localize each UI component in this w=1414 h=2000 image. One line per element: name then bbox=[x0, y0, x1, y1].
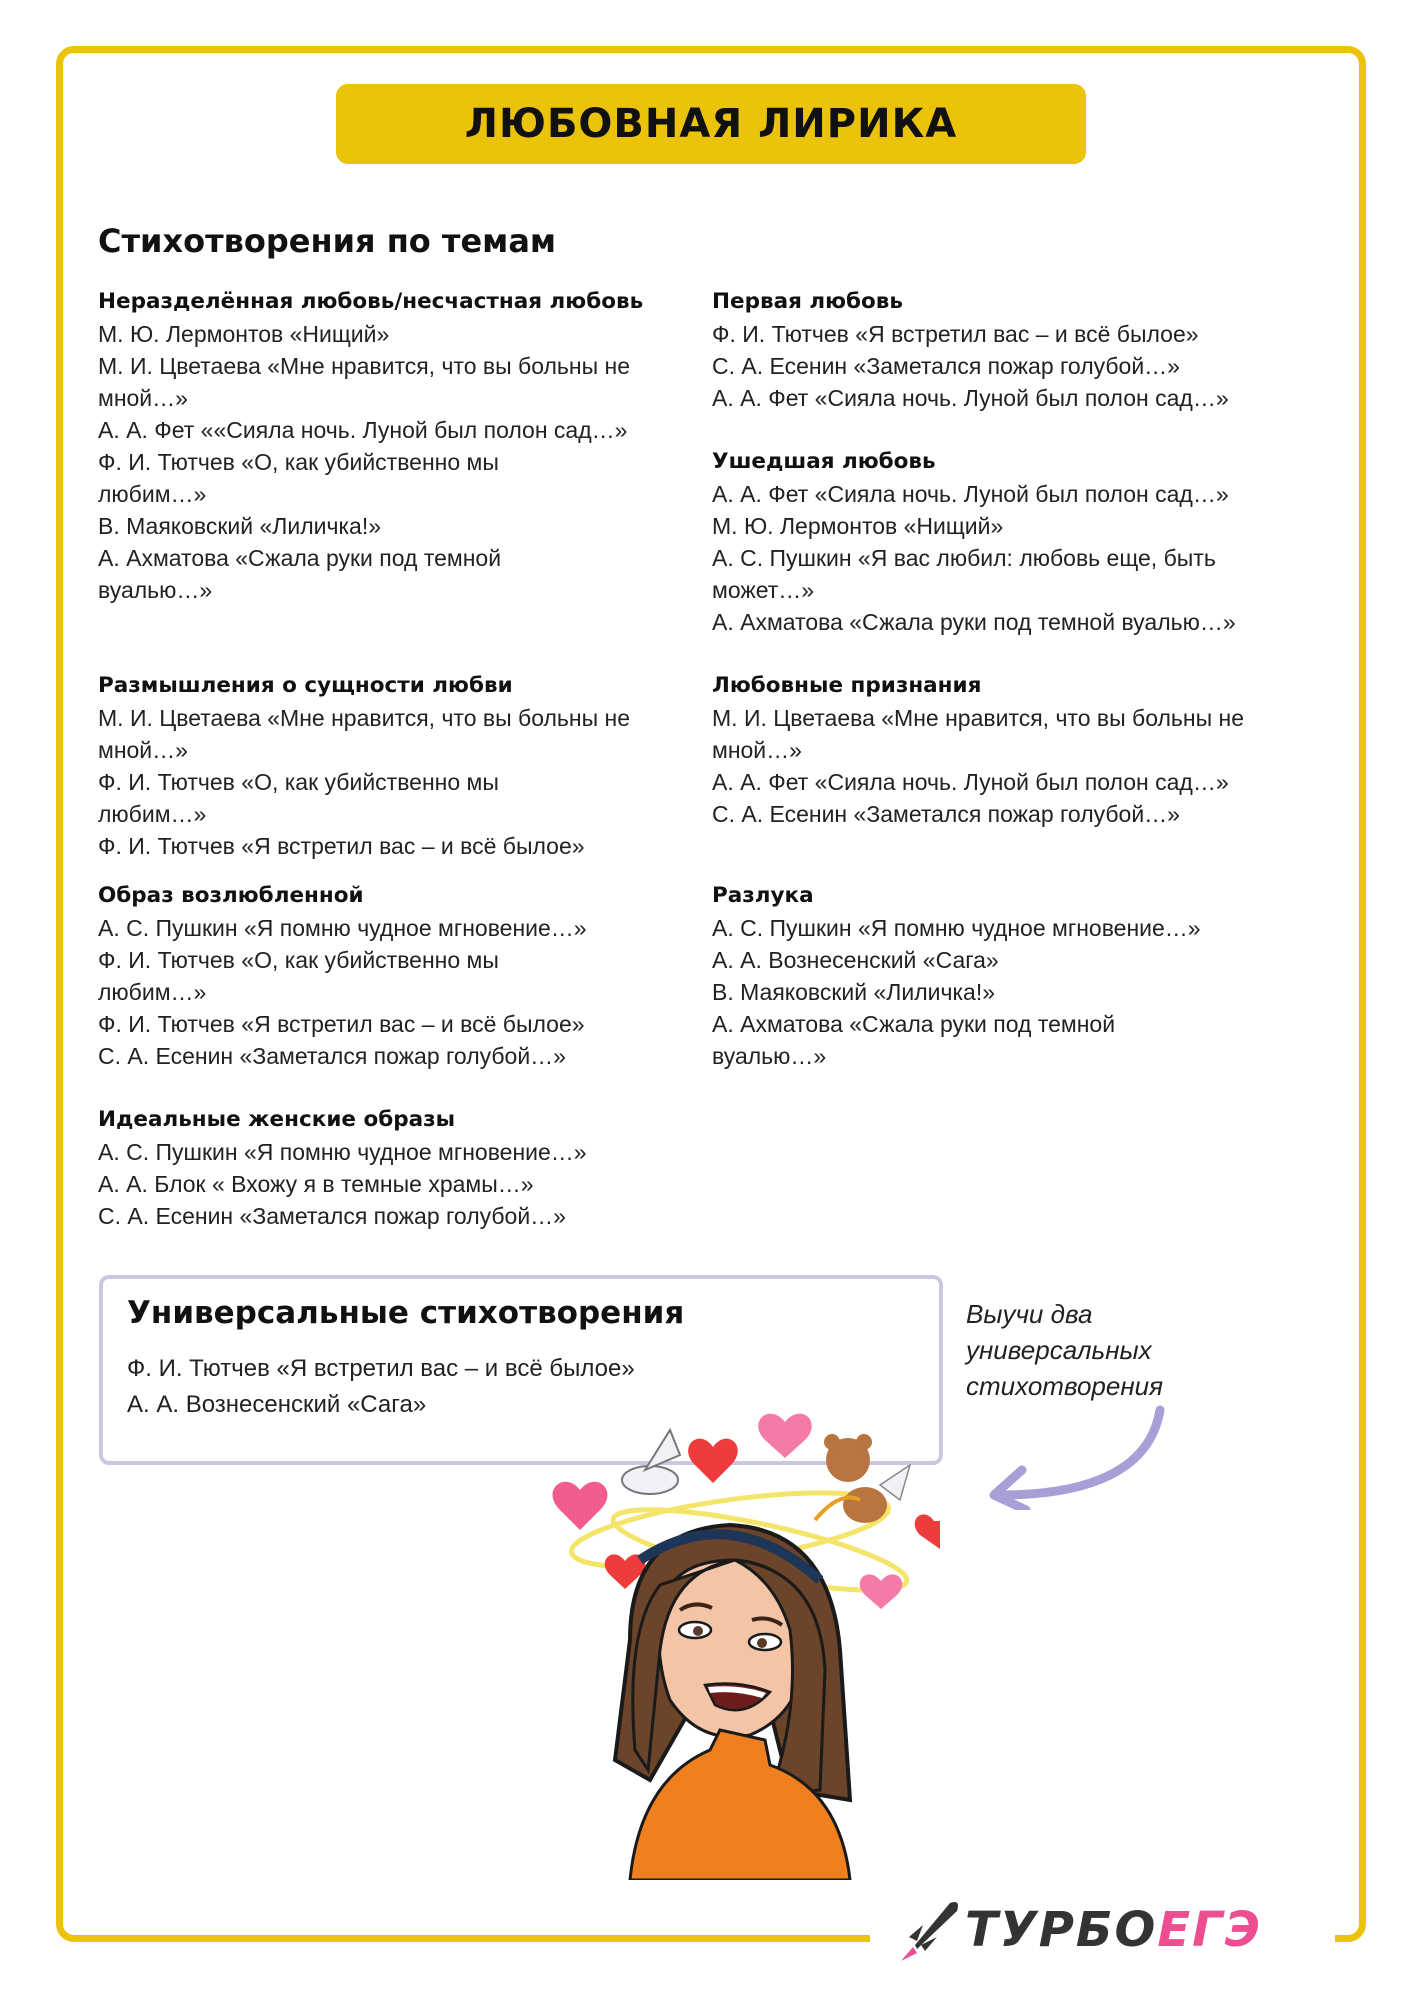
poem-item: А. Ахматова «Сжала руки под темной вуалью…» bbox=[712, 1011, 1116, 1069]
theme-title: Разлука bbox=[712, 883, 814, 908]
note-line: Выучи два bbox=[966, 1299, 1093, 1329]
poem-item: А. С. Пушкин «Я помню чудное мгновение…» bbox=[98, 1139, 587, 1165]
poem-item: Ф. И. Тютчев «О, как убийственно мы любим…» bbox=[98, 449, 499, 507]
poem-item: А. А. Фет «Сияла ночь. Луной был полон сад…» bbox=[712, 769, 1229, 795]
theme-title: Ушедшая любовь bbox=[712, 449, 936, 474]
note-line: универсальных bbox=[966, 1335, 1152, 1365]
poem-item: А. С. Пушкин «Я помню чудное мгновение…» bbox=[712, 915, 1201, 941]
rocket-icon bbox=[895, 1895, 965, 1965]
heart-icon bbox=[860, 1574, 903, 1609]
poem-item: В. Маяковский «Лиличка!» bbox=[98, 513, 382, 539]
poem-item: С. А. Есенин «Заметался пожар голубой…» bbox=[98, 1203, 566, 1229]
poem-item: Ф. И. Тютчев «О, как убийственно мы любим…» bbox=[98, 947, 499, 1005]
section-heading: Стихотворения по темам bbox=[98, 222, 557, 260]
theme-title: Неразделённая любовь/несчастная любовь bbox=[98, 289, 644, 314]
poem-item: А. Ахматова «Сжала руки под темной вуалью…» bbox=[98, 545, 502, 603]
theme-block bbox=[98, 286, 708, 606]
poem-item: М. И. Цветаева «Мне нравится, что вы больны не мной…» bbox=[712, 705, 1245, 763]
heart-icon bbox=[915, 1514, 940, 1549]
poem-item: А. А. Блок « Вхожу я в темные храмы…» bbox=[98, 1171, 534, 1197]
poem-item: А. А. Фет «Сияла ночь. Луной был полон сад…» bbox=[712, 385, 1229, 411]
poem-item: Ф. И. Тютчев «Я встретил вас – и всё былое» bbox=[98, 1011, 585, 1037]
title-banner bbox=[336, 84, 1086, 164]
theme-block bbox=[712, 880, 1322, 1072]
theme-block bbox=[712, 286, 1322, 414]
dove-icon bbox=[622, 1430, 680, 1494]
heart-icon bbox=[758, 1414, 811, 1458]
poem-item: А. С. Пушкин «Я вас любил: любовь еще, быть может…» bbox=[712, 545, 1216, 603]
poem-item: А. С. Пушкин «Я помню чудное мгновение…» bbox=[98, 915, 587, 941]
theme-title: Любовные признания bbox=[712, 673, 982, 698]
universal-title: Универсальные стихотворения bbox=[127, 1295, 685, 1331]
poem-item: Ф. И. Тютчев «Я встретил вас – и всё былое» bbox=[712, 321, 1199, 347]
poem-item: В. Маяковский «Лиличка!» bbox=[712, 979, 996, 1005]
theme-block bbox=[712, 446, 1322, 638]
page-title: ЛЮБОВНАЯ ЛИРИКА bbox=[464, 101, 958, 147]
poem-item: М. Ю. Лермонтов «Нищий» bbox=[98, 321, 390, 347]
theme-title: Идеальные женские образы bbox=[98, 1107, 456, 1132]
bitmoji-girl-in-love-icon bbox=[520, 1410, 940, 1880]
poem-item: Ф. И. Тютчев «Я встретил вас – и всё былое» bbox=[127, 1355, 635, 1382]
poem-item: А. А. Вознесенский «Сага» bbox=[712, 947, 999, 973]
note-line: стихотворения bbox=[966, 1371, 1163, 1401]
theme-block bbox=[98, 1104, 708, 1232]
teddy-bear-cupid-icon bbox=[815, 1434, 910, 1523]
poem-item: С. А. Есенин «Заметался пожар голубой…» bbox=[712, 801, 1180, 827]
logo-text-turbo: ТУРБО bbox=[965, 1902, 1158, 1958]
poem-item: А. А. Вознесенский «Сага» bbox=[127, 1391, 427, 1418]
poem-item: С. А. Есенин «Заметался пожар голубой…» bbox=[98, 1043, 566, 1069]
poem-item: Ф. И. Тютчев «О, как убийственно мы любим…» bbox=[98, 769, 499, 827]
theme-title: Первая любовь bbox=[712, 289, 904, 314]
poem-item: С. А. Есенин «Заметался пожар голубой…» bbox=[712, 353, 1180, 379]
poem-item: Ф. И. Тютчев «Я встретил вас – и всё былое» bbox=[98, 833, 585, 859]
theme-block bbox=[712, 670, 1322, 830]
curved-arrow-icon bbox=[970, 1400, 1170, 1510]
poem-item: А. Ахматова «Сжала руки под темной вуалью…» bbox=[712, 609, 1236, 635]
study-note bbox=[966, 1296, 1163, 1404]
poem-item: М. Ю. Лермонтов «Нищий» bbox=[712, 513, 1004, 539]
logo-text-ege: ЕГЭ bbox=[1157, 1902, 1262, 1958]
heart-icon bbox=[553, 1482, 608, 1530]
theme-title: Размышления о сущности любви bbox=[98, 673, 513, 698]
poem-item: А. А. Фет ««Сияла ночь. Луной был полон сад…» bbox=[98, 417, 628, 443]
poem-item: А. А. Фет «Сияла ночь. Луной был полон сад…» bbox=[712, 481, 1229, 507]
turboege-logo bbox=[895, 1895, 1262, 1965]
theme-title: Образ возлюбленной bbox=[98, 883, 364, 908]
poem-item: М. И. Цветаева «Мне нравится, что вы больны не мной…» bbox=[98, 705, 631, 763]
poem-item: М. И. Цветаева «Мне нравится, что вы больны не мной…» bbox=[98, 353, 631, 411]
theme-block bbox=[98, 880, 708, 1072]
heart-icon bbox=[688, 1439, 738, 1483]
theme-block bbox=[98, 670, 708, 862]
